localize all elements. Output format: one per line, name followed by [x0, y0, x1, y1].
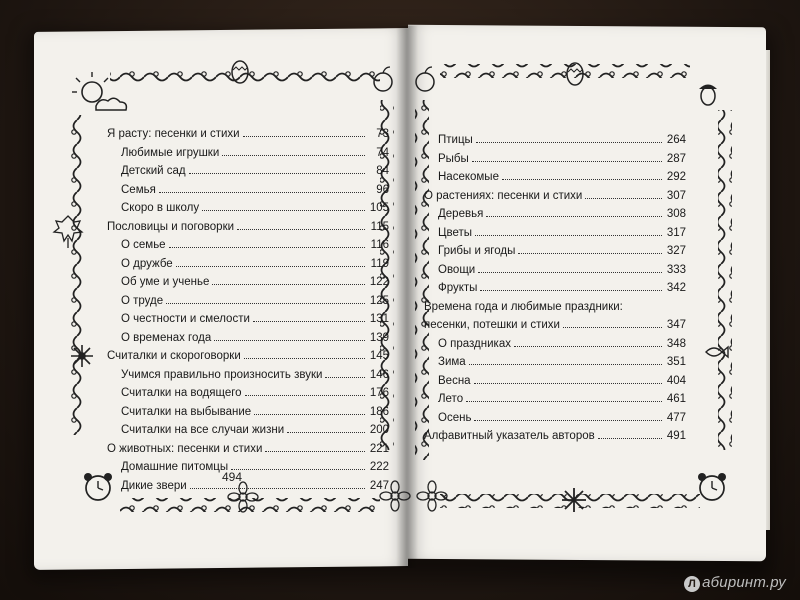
- toc-entry-title: Пословицы и поговорки: [107, 220, 235, 233]
- toc-entry-title: Считалки на выбывание: [121, 405, 252, 418]
- toc-entry-title: песенки, потешки и стихи: [424, 319, 560, 331]
- leaf-icon: [54, 216, 82, 248]
- toc-entry-page: 84: [376, 165, 389, 177]
- toc-entry: [424, 279, 686, 298]
- toc-leader-dots: [202, 210, 365, 211]
- toc-entry-page: 105: [369, 202, 389, 214]
- toc-entry: [107, 199, 389, 218]
- snowflake-icon: [71, 345, 93, 367]
- toc-entry-title: Считалки на все случаи жизни: [121, 424, 285, 436]
- toc-leader-dots: [245, 395, 365, 396]
- toc-entry-title: Рыбы: [438, 152, 469, 165]
- easter-egg-icon: [232, 61, 248, 83]
- page-number: 494: [222, 470, 243, 484]
- toc-entry: [424, 205, 686, 224]
- toc-entry-page: 131: [369, 313, 389, 325]
- toc-entry: [424, 168, 686, 187]
- toc-entry-page: 221: [369, 442, 389, 455]
- toc-entry-title: Любимые игрушки: [121, 146, 220, 159]
- toc-entry: [107, 273, 389, 292]
- easter-egg-icon: [567, 63, 583, 85]
- toc-entry-title: Осень: [438, 411, 472, 424]
- toc-entry-page: 73: [376, 128, 389, 140]
- toc-entry: [107, 403, 389, 422]
- toc-entry-title: Птицы: [438, 134, 473, 146]
- toc-entry-page: 116: [370, 239, 389, 251]
- toc-entry: [107, 218, 389, 237]
- toc-entry: [107, 144, 389, 163]
- toc-entry-page: 186: [369, 405, 389, 418]
- toc-entry-page: 491: [666, 430, 686, 442]
- toc-leader-dots: [231, 469, 365, 470]
- toc-entry: [107, 347, 389, 366]
- toc-leader-dots: [475, 235, 662, 236]
- toc-leader-dots: [502, 179, 662, 180]
- toc-entry: [424, 335, 686, 354]
- toc-entry: [107, 440, 389, 459]
- toc-leader-dots: [159, 192, 365, 193]
- toc-entry-title: О честности и смелости: [121, 313, 250, 325]
- apple-icon: [416, 67, 434, 91]
- toc-entry-page: 146: [369, 368, 389, 381]
- apple-icon: [374, 67, 392, 91]
- toc-entry: [107, 458, 389, 477]
- toc-entry-title: Овощи: [438, 263, 476, 276]
- toc-entry-title: Семья: [121, 183, 156, 196]
- toc-entry: [424, 242, 686, 261]
- toc-leader-dots: [237, 229, 365, 230]
- watermark-text: абиринт.ру: [702, 574, 786, 591]
- toc-entry-page: 307: [666, 189, 686, 202]
- toc-leader-dots: [486, 216, 662, 217]
- toc-leader-dots: [212, 284, 365, 285]
- toc-leader-dots: [214, 340, 365, 341]
- toc-entry-title: Насекомые: [438, 171, 499, 183]
- toc-entry: [107, 477, 389, 496]
- toc-leader-dots: [563, 327, 662, 328]
- toc-leader-dots: [325, 377, 365, 378]
- toc-entry-page: 351: [666, 356, 686, 368]
- toc-entry: [424, 131, 686, 150]
- toc-leader-dots: [514, 346, 662, 347]
- toc-entry-page: 119: [370, 257, 389, 270]
- toc-entry-title: Фрукты: [438, 282, 478, 294]
- watermark: [684, 574, 786, 592]
- toc-entry: [424, 353, 686, 372]
- toc-right-column: [424, 131, 686, 446]
- toc-entry-page: 125: [369, 294, 389, 307]
- toc-entry: [424, 372, 686, 391]
- toc-entry-title: О дружбе: [121, 257, 173, 270]
- toc-leader-dots: [265, 451, 365, 452]
- toc-leader-dots: [474, 420, 662, 421]
- toc-entry-title: Об уме и ученье: [121, 276, 210, 288]
- toc-entry-title: Считалки на водящего: [121, 387, 242, 399]
- toc-leader-dots: [474, 383, 662, 384]
- toc-entry-page: 176: [369, 387, 389, 399]
- toc-entry-title: Считалки и скороговорки: [107, 350, 241, 362]
- toc-entry-page: 333: [666, 263, 686, 276]
- toc-leader-dots: [476, 142, 662, 143]
- toc-entry-page: 222: [369, 461, 389, 473]
- toc-leader-dots: [480, 290, 662, 291]
- toc-leader-dots: [166, 303, 365, 304]
- toc-entry-title: Домашние питомцы: [121, 461, 229, 473]
- toc-entry: [107, 366, 389, 385]
- toc-entry-page: 139: [369, 331, 389, 344]
- toc-entry-title: Лето: [438, 393, 464, 405]
- toc-leader-dots: [472, 161, 662, 162]
- toc-entry: [424, 150, 686, 169]
- sun-cloud-icon: [72, 72, 126, 110]
- toc-leader-dots: [176, 266, 365, 267]
- toc-entry: [107, 384, 389, 403]
- toc-entry-title: Весна: [438, 374, 471, 387]
- toc-entry-title: Грибы и ягоды: [438, 245, 516, 257]
- fish-icon: [706, 347, 728, 357]
- toc-entry-page: 308: [666, 208, 686, 220]
- toc-entry-title: Цветы: [438, 226, 473, 239]
- toc-entry-page: 145: [369, 350, 389, 362]
- toc-entry-page: 247: [369, 479, 389, 492]
- toc-entry-title: Деревья: [438, 208, 484, 220]
- toc-entry: [424, 390, 686, 409]
- toc-entry: [424, 316, 686, 335]
- toc-entry: [107, 292, 389, 311]
- toc-entry-page: 200: [369, 424, 389, 436]
- flower-icon: [417, 481, 447, 511]
- toc-leader-dots: [243, 136, 365, 137]
- toc-entry-page: 74: [376, 146, 389, 159]
- toc-entry-page: 404: [666, 374, 686, 387]
- toc-entry-title: Детский сад: [121, 165, 186, 177]
- toc-entry-page: 477: [666, 411, 686, 424]
- toc-entry-page: 317: [666, 226, 686, 239]
- toc-leader-dots: [598, 438, 662, 439]
- toc-leader-dots: [190, 488, 365, 489]
- toc-entry-page: 122: [369, 276, 389, 288]
- toc-entry-page: 342: [666, 282, 686, 294]
- toc-leader-dots: [466, 401, 662, 402]
- toc-entry-page: 264: [666, 134, 686, 146]
- toc-entry-page: 348: [666, 337, 686, 350]
- toc-entry-title: О праздниках: [438, 337, 511, 350]
- toc-entry: [424, 427, 686, 446]
- toc-entry-title: О растениях: песенки и стихи: [424, 189, 583, 202]
- toc-entry-page: 327: [666, 245, 686, 257]
- toc-leader-dots: [518, 253, 662, 254]
- toc-entry-page: 461: [666, 393, 686, 405]
- toc-leader-dots: [244, 358, 365, 359]
- toc-entry-title: Времена года и любимые праздники:: [424, 300, 623, 313]
- toc-entry: [424, 298, 686, 317]
- toc-leader-dots: [169, 247, 365, 248]
- toc-entry-title: Я расту: песенки и стихи: [107, 128, 240, 140]
- toc-entry-title: Учимся правильно произносить звуки: [121, 368, 323, 381]
- toc-leader-dots: [254, 414, 365, 415]
- toc-entry: [107, 255, 389, 274]
- toc-entry-page: 96: [376, 183, 389, 196]
- toc-entry-title: Алфавитный указатель авторов: [424, 430, 595, 442]
- toc-left-column: [107, 125, 389, 495]
- toc-entry: [107, 125, 389, 144]
- toc-entry-title: Скоро в школу: [121, 202, 200, 214]
- toc-entry-title: О труде: [121, 294, 164, 307]
- toc-leader-dots: [253, 321, 365, 322]
- toc-entry-page: 287: [666, 152, 686, 165]
- toc-entry-title: Дикие звери: [121, 479, 187, 492]
- toc-leader-dots: [222, 155, 365, 156]
- toc-leader-dots: [585, 198, 662, 199]
- toc-entry: [424, 224, 686, 243]
- toc-entry: [107, 329, 389, 348]
- toc-leader-dots: [189, 173, 365, 174]
- toc-entry-title: О временах года: [121, 331, 212, 344]
- toc-entry: [424, 409, 686, 428]
- toc-entry: [424, 261, 686, 280]
- watermark-mark: Л: [684, 576, 700, 592]
- toc-entry-title: О животных: песенки и стихи: [107, 442, 263, 455]
- toc-entry: [107, 181, 389, 200]
- toc-leader-dots: [478, 272, 662, 273]
- snowflake-icon: [562, 488, 586, 512]
- toc-entry: [107, 236, 389, 255]
- toc-entry-page: 347: [666, 319, 686, 331]
- toc-leader-dots: [287, 432, 365, 433]
- toc-entry-page: 115: [370, 220, 389, 233]
- toc-entry: [424, 187, 686, 206]
- toc-entry-page: 292: [666, 171, 686, 183]
- acorn-icon: [699, 85, 717, 106]
- toc-entry: [107, 421, 389, 440]
- toc-entry: [107, 162, 389, 181]
- toc-entry-title: О семье: [121, 239, 166, 251]
- toc-entry: [107, 310, 389, 329]
- alarm-clock-icon: [698, 473, 726, 500]
- toc-entry-title: Зима: [438, 356, 466, 368]
- toc-leader-dots: [469, 364, 662, 365]
